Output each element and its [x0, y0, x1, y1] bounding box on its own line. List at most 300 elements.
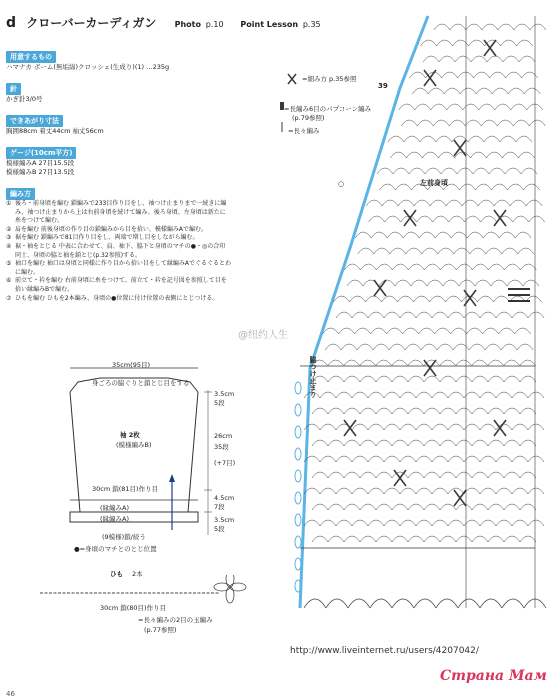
step-number: ⑤ [6, 260, 12, 268]
mesh-arch [520, 472, 536, 478]
mesh-arch [440, 440, 456, 446]
site-logo: Страна Мам [440, 668, 547, 684]
mesh-arch [460, 88, 476, 94]
mesh-arch [435, 232, 451, 238]
mesh-arch [381, 296, 397, 302]
sleeve-marker-note: ●=身頃のマチとのとじ位置 [74, 545, 157, 553]
mesh-arch [360, 440, 376, 446]
cord-note1: =長々編みの2目の玉編み [138, 616, 213, 624]
mesh-arch [389, 344, 405, 350]
mesh-arch [528, 312, 544, 318]
mesh-arch [393, 168, 409, 174]
mesh-arch [467, 232, 483, 238]
clover-motif [454, 490, 466, 506]
mesh-arch [376, 408, 392, 414]
lesson-page: p.35 [302, 20, 321, 29]
step-text: ひもを編む ひもを2本編み、身頃の●位置に付け位置の表側にとじつける。 [15, 294, 219, 302]
mesh-arch [506, 72, 522, 78]
cord-count: 2本 [132, 570, 143, 578]
mesh-arch [325, 344, 341, 350]
mesh-arch [456, 376, 472, 382]
mesh-arch [412, 88, 428, 94]
clover-motif [424, 360, 436, 376]
photo-page: p.10 [205, 20, 224, 29]
mesh-arch [472, 440, 488, 446]
mesh-arch [416, 312, 432, 318]
mesh-arch [384, 392, 400, 398]
mesh-arch [486, 248, 502, 254]
step-number: ⑥ [6, 277, 12, 285]
mesh-arch [396, 184, 412, 190]
mesh-arch [377, 168, 393, 174]
mesh-arch [528, 488, 544, 494]
mesh-arch [456, 536, 472, 542]
legend-2: =長編み6目のパプコーン編み [284, 105, 372, 113]
sleeve-width: 35cm(95目) [112, 361, 151, 369]
mesh-arch [432, 392, 448, 398]
legend-2b: (p.79参照) [292, 114, 325, 122]
legend-1: =細み方 p.35参照 [302, 75, 357, 83]
clover-motif [344, 420, 356, 436]
mesh-arch [328, 440, 344, 446]
mesh-arch [429, 296, 445, 302]
mesh-arch [422, 152, 438, 158]
mesh-arch [339, 328, 355, 334]
mesh-arch [444, 88, 460, 94]
mesh-arch [433, 216, 449, 222]
mesh-arch [467, 328, 483, 334]
mesh-arch [528, 520, 544, 526]
mesh-arch [368, 520, 384, 526]
mesh-arch [504, 440, 520, 446]
mesh-arch [514, 24, 530, 30]
mesh-arch [488, 536, 504, 542]
mesh-arch [416, 424, 432, 430]
mesh-arch [504, 376, 520, 382]
sleeve-pattern-a1: (縁編みA) [100, 504, 130, 512]
mesh-arch [481, 120, 497, 126]
mesh-arch [448, 312, 464, 318]
mesh-arch [369, 216, 385, 222]
mesh-arch [336, 312, 352, 318]
mesh-arch [480, 456, 496, 462]
sleeve-h3-rows: 7段 [214, 503, 225, 511]
mesh-arch [483, 328, 499, 334]
edge-bobble [295, 426, 301, 438]
sleeve-h4: 3.5cm [214, 516, 235, 524]
mesh-arch [502, 152, 518, 158]
mesh-arch [479, 104, 495, 110]
menu-icon[interactable] [508, 288, 530, 304]
mesh-arch [336, 488, 352, 494]
scallop [414, 599, 436, 608]
mesh-arch [416, 392, 432, 398]
mesh-arch [511, 104, 527, 110]
mesh-arch [384, 424, 400, 430]
scallop [304, 599, 326, 608]
mesh-arch [518, 248, 534, 254]
mesh-arch [472, 360, 488, 366]
step-text: 袖口を編む 袖口は身頃と同様に作り目から拾い目をして縁編みAでぐるぐるとわに編む。 [15, 260, 232, 276]
mesh-arch [415, 104, 431, 110]
mesh-arch [464, 392, 480, 398]
mesh-arch [481, 216, 497, 222]
source-url[interactable]: http://www.liveinternet.ru/users/4207042/ [290, 646, 479, 656]
edge-bobble [295, 470, 301, 482]
mesh-arch [406, 248, 422, 254]
mesh-arch [517, 40, 533, 46]
mesh-arch [432, 312, 448, 318]
mesh-arch [464, 312, 480, 318]
mesh-arch [520, 264, 536, 270]
mesh-arch [349, 296, 365, 302]
mesh-arch [501, 344, 517, 350]
clover-legend-icon [288, 74, 296, 84]
mesh-arch [352, 312, 368, 318]
mesh-arch [520, 408, 536, 414]
mesh-arch [431, 104, 447, 110]
mesh-arch [528, 424, 544, 430]
edge-bobble [295, 514, 301, 526]
mesh-arch [440, 504, 456, 510]
mesh-arch [524, 184, 540, 190]
mesh-arch [520, 536, 536, 542]
mesh-arch [404, 136, 420, 142]
mesh-arch [368, 312, 384, 318]
mesh-arch [512, 520, 528, 526]
instructions-column [6, 44, 231, 307]
mesh-arch [503, 56, 519, 62]
mesh-arch [390, 152, 406, 158]
edge-bobble [295, 536, 301, 548]
mesh-arch [469, 40, 485, 46]
mesh-arch [512, 424, 528, 430]
mesh-arch [368, 392, 384, 398]
mesh-arch [466, 24, 482, 30]
mesh-arch [495, 104, 511, 110]
mesh-arch [482, 24, 498, 30]
mesh-arch [421, 344, 437, 350]
mesh-arch [344, 264, 360, 270]
step-text: 裾・袖をとじる 中表に合わせて、肩、袖下、脇下と身頃のマチの●・◎の合印同士、身頃の脇と袖を鎖とじ(p.32参照)する。 [15, 242, 226, 259]
mesh-arch [469, 344, 485, 350]
mesh-arch [392, 376, 408, 382]
cord-cast-on: 30cm 鎖(80目)作り目 [100, 604, 167, 612]
mesh-arch [435, 328, 451, 334]
size-label: できあがり寸法 [6, 115, 63, 127]
mesh-arch [432, 456, 448, 462]
mesh-arch [520, 440, 536, 446]
mesh-arch [357, 344, 373, 350]
mesh-arch [416, 520, 432, 526]
mesh-arch [513, 120, 529, 126]
legend-3: =長々編み [288, 127, 320, 135]
mesh-arch [465, 120, 481, 126]
mesh-arch [344, 472, 360, 478]
mesh-arch [424, 408, 440, 414]
mesh-arch [448, 520, 464, 526]
mesh-arch [400, 456, 416, 462]
mesh-arch [504, 536, 520, 542]
mesh-arch [441, 168, 457, 174]
mesh-arch [445, 296, 461, 302]
mesh-arch [360, 376, 376, 382]
mesh-arch [471, 56, 487, 62]
mesh-arch [434, 24, 450, 30]
mesh-arch [515, 232, 531, 238]
mesh-arch [421, 40, 437, 46]
method-step [6, 243, 231, 260]
mesh-arch [312, 536, 328, 542]
needle-value: かぎ針3/0号 [6, 95, 43, 103]
clover-motif [454, 140, 466, 156]
mesh-arch [508, 88, 524, 94]
gauge-label: ゲージ(10cm平方) [6, 147, 76, 159]
mesh-arch [376, 440, 392, 446]
mesh-arch [504, 504, 520, 510]
mesh-arch [400, 488, 416, 494]
mesh-arch [414, 200, 430, 206]
mesh-arch [403, 232, 419, 238]
mesh-arch [408, 536, 424, 542]
mesh-arch [517, 344, 533, 350]
mark-label: ○ [338, 180, 345, 188]
mesh-arch [470, 248, 486, 254]
step-number: ⑦ [6, 294, 12, 302]
mesh-arch [526, 200, 542, 206]
mesh-arch [518, 152, 534, 158]
mesh-arch [500, 136, 516, 142]
side-label: 脇つけ止まり [309, 356, 317, 398]
mesh-arch [480, 392, 496, 398]
mesh-arch [529, 120, 545, 126]
sleeve-h4-rows: 5段 [214, 525, 225, 533]
mesh-arch [405, 344, 421, 350]
step-number: ① [6, 200, 12, 207]
mesh-arch [520, 360, 536, 366]
mesh-arch [376, 360, 392, 366]
mesh-arch [344, 504, 360, 510]
method-label: 編み方 [6, 188, 35, 200]
edge-bobble [295, 404, 301, 416]
mesh-arch [490, 72, 506, 78]
mesh-arch [398, 200, 414, 206]
mesh-arch [387, 232, 403, 238]
step-number: 39 [378, 82, 388, 90]
mesh-arch [470, 152, 486, 158]
gauge-line: 模様編みA 27目15.5段 [6, 159, 75, 167]
mesh-arch [504, 360, 520, 366]
page-number: 46 [6, 690, 15, 698]
clover-motif [484, 40, 496, 56]
mesh-arch [448, 456, 464, 462]
needle-section [6, 76, 231, 104]
mesh-arch [403, 328, 419, 334]
mesh-arch [352, 488, 368, 494]
mesh-arch [472, 264, 488, 270]
mesh-arch [328, 360, 344, 366]
edge-bobble [295, 558, 301, 570]
clover-motif [404, 210, 416, 226]
clover-motif [374, 280, 386, 296]
mesh-arch [516, 136, 532, 142]
mesh-arch [504, 264, 520, 270]
mesh-arch [419, 232, 435, 238]
mesh-arch [477, 296, 493, 302]
mesh-arch [385, 216, 401, 222]
mesh-arch [492, 184, 508, 190]
mesh-arch [360, 360, 376, 366]
mesh-arch [376, 264, 392, 270]
photo-label: Photo [174, 20, 201, 29]
mesh-arch [530, 24, 546, 30]
mesh-arch [520, 504, 536, 510]
mesh-arch [312, 408, 328, 414]
mesh-arch [336, 392, 352, 398]
sleeve-pattern-b: (模様編みB) [116, 441, 152, 449]
mesh-arch [454, 248, 470, 254]
mesh-arch [344, 360, 360, 366]
watermark: @纽约人生 [238, 330, 288, 341]
mesh-arch [453, 344, 469, 350]
mesh-arch [520, 376, 536, 382]
mesh-arch [368, 488, 384, 494]
mesh-arch [475, 280, 491, 286]
mesh-arch [505, 168, 521, 174]
mesh-arch [459, 280, 475, 286]
mesh-arch [423, 56, 439, 62]
mesh-arch [456, 360, 472, 366]
cord-title: ひも [110, 570, 123, 578]
clover-motif [494, 210, 506, 226]
mesh-arch [515, 328, 531, 334]
mesh-arch [484, 136, 500, 142]
mesh-arch [488, 408, 504, 414]
mesh-arch [465, 216, 481, 222]
mesh-arch [496, 392, 512, 398]
sleeve-title: 袖 2枚 [120, 431, 140, 439]
mesh-arch [422, 248, 438, 254]
mesh-arch [494, 200, 510, 206]
mesh-arch [328, 376, 344, 382]
mesh-arch [328, 504, 344, 510]
mesh-arch [430, 200, 446, 206]
sleeve-h1: 3.5cm [214, 390, 235, 398]
scallop [458, 599, 480, 608]
pattern-title: クローバーカーディガン [26, 16, 157, 30]
gauge-section [6, 140, 231, 177]
front-body-label: 左前身頃 [420, 179, 448, 187]
materials-yarn: ハマナカ ボーム(無垢綿)クロッシェ(生成り)(1) …235g [6, 63, 170, 71]
mesh-arch [440, 408, 456, 414]
mesh-arch [376, 376, 392, 382]
menu-bar [508, 300, 530, 302]
mesh-arch [320, 520, 336, 526]
mesh-arch [464, 488, 480, 494]
mesh-arch [499, 232, 515, 238]
sleeve-increase: (+7目) [214, 459, 236, 467]
mesh-arch [432, 424, 448, 430]
mesh-arch [328, 472, 344, 478]
mesh-arch [498, 24, 514, 30]
mesh-arch [451, 328, 467, 334]
sleeve-h2: 26cm [214, 432, 233, 440]
mesh-arch [497, 120, 513, 126]
mesh-arch [400, 312, 416, 318]
mesh-arch [438, 152, 454, 158]
mesh-arch [408, 440, 424, 446]
mesh-arch [496, 312, 512, 318]
mesh-arch [456, 264, 472, 270]
mesh-arch [392, 536, 408, 542]
mesh-arch [486, 152, 502, 158]
mesh-arch [304, 520, 320, 526]
mesh-arch [420, 136, 436, 142]
needle-label: 針 [6, 83, 21, 95]
menu-bar [508, 288, 530, 290]
mesh-arch [388, 136, 404, 142]
mesh-arch [376, 472, 392, 478]
method-step [6, 260, 231, 277]
sleeve-h2-rows: 35段 [214, 443, 229, 451]
mesh-arch [463, 104, 479, 110]
mesh-arch [344, 536, 360, 542]
mesh-arch [480, 424, 496, 430]
materials-section [6, 44, 231, 72]
step-number: ③ [6, 234, 12, 242]
mesh-arch [489, 168, 505, 174]
mesh-arch [457, 168, 473, 174]
mesh-arch [400, 424, 416, 430]
mesh-arch [312, 440, 328, 446]
mesh-arch [408, 472, 424, 478]
mesh-arch [512, 312, 528, 318]
mesh-arch [320, 424, 336, 430]
sleeve-h3: 4.5cm [214, 494, 235, 502]
method-step [6, 234, 231, 243]
mesh-arch [488, 264, 504, 270]
size-section [6, 108, 231, 136]
mesh-arch [376, 536, 392, 542]
mesh-arch [464, 520, 480, 526]
mesh-arch [464, 456, 480, 462]
step-text: 前立て・衿を編む 右前身頃に糸をつけて、前立て・衿を記号図を参照して目を拾い縁編みBで編む。 [15, 277, 227, 293]
mesh-arch [424, 536, 440, 542]
scallop [326, 599, 348, 608]
clover-motif [494, 420, 506, 436]
mesh-arch [487, 56, 503, 62]
mesh-arch [437, 40, 453, 46]
mesh-arch [328, 408, 344, 414]
mesh-arch [371, 328, 387, 334]
mesh-arch [464, 424, 480, 430]
mesh-arch [456, 504, 472, 510]
mesh-arch [456, 472, 472, 478]
flower-motif [214, 575, 246, 603]
mesh-arch [347, 280, 363, 286]
mesh-arch [447, 104, 463, 110]
mesh-arch [373, 344, 389, 350]
mesh-arch [438, 248, 454, 254]
method-step [6, 295, 231, 304]
pattern-letter: d [6, 15, 17, 31]
scallop [480, 599, 502, 608]
mesh-arch [512, 392, 528, 398]
edge-bobble [295, 382, 301, 394]
method-steps [6, 200, 231, 303]
mesh-arch [392, 360, 408, 366]
mesh-arch [384, 456, 400, 462]
